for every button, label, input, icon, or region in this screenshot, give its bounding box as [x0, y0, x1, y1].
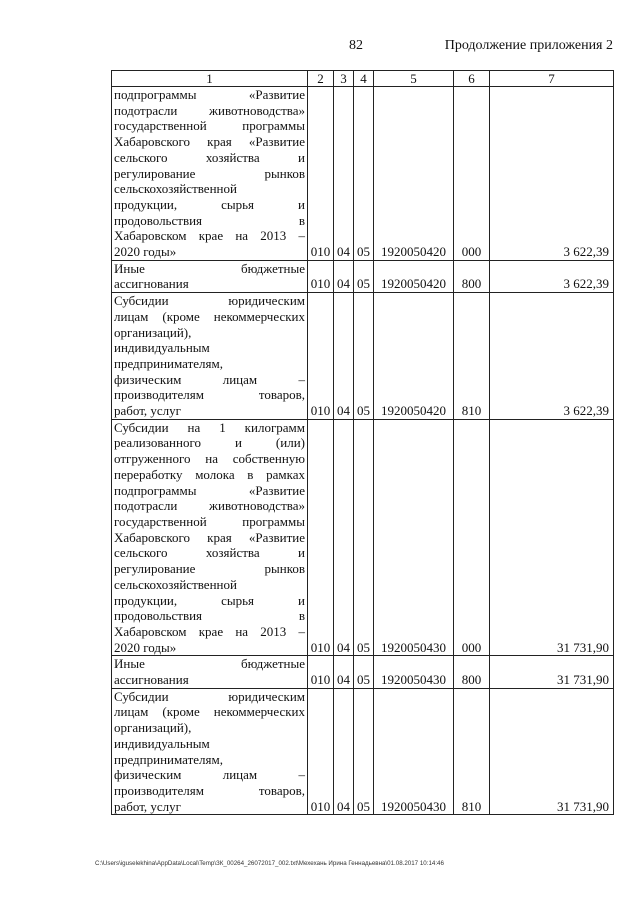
- description-line: регулирование рынков: [114, 561, 305, 577]
- amount: 3 622,39: [490, 260, 614, 292]
- description-line: работ, услуг: [114, 798, 182, 814]
- table-row: [112, 656, 614, 688]
- code-expense-type: 810: [454, 293, 490, 420]
- code-subsection: 05: [354, 87, 374, 261]
- code-subsection: 05: [354, 419, 374, 656]
- description-line: продовольствия в: [114, 212, 305, 228]
- code-admin: 010: [308, 260, 334, 292]
- code-section: 04: [334, 419, 354, 656]
- description-line: ассигнования: [114, 672, 189, 688]
- column-header: 4: [354, 71, 374, 87]
- code-expense-type: 810: [454, 688, 490, 815]
- description-line: Иные бюджетные: [114, 260, 305, 276]
- row-description: [112, 87, 308, 261]
- budget-table: [111, 70, 614, 815]
- code-expense-type: 000: [454, 87, 490, 261]
- code-section: 04: [334, 656, 354, 688]
- code-admin: 010: [308, 656, 334, 688]
- description-line: подотрасли животноводства»: [114, 498, 305, 514]
- description-line: лицам (кроме некоммерческих: [114, 704, 305, 720]
- description-line: организаций),: [114, 324, 192, 340]
- file-path-footer: C:\Users\iguselekhina\AppData\Local\Temp\ЗК_00264_26072017_002.txt\Мехехань Ирина Геннадьевна\01.08.2017 10:14:46: [95, 860, 444, 867]
- description-line: физическим лицам –: [114, 371, 305, 387]
- description-line: 2020 годы»: [114, 639, 177, 655]
- continuation-label: Продолжение приложения 2: [444, 38, 613, 53]
- code-admin: 010: [308, 293, 334, 420]
- description-line: производителям товаров,: [114, 782, 305, 798]
- description-line: Хабаровском крае на 2013 –: [114, 623, 305, 639]
- code-section: 04: [334, 293, 354, 420]
- column-header: 3: [334, 71, 354, 87]
- column-header: 1: [112, 71, 308, 87]
- description-line: сельского хозяйства и: [114, 545, 305, 561]
- description-line: государственной программы: [114, 118, 305, 134]
- code-admin: 010: [308, 87, 334, 261]
- code-admin: 010: [308, 688, 334, 815]
- table-row: [112, 419, 614, 656]
- code-section: 04: [334, 260, 354, 292]
- description-line: Субсидии юридическим: [114, 688, 305, 704]
- table-row: [112, 260, 614, 292]
- description-line: переработку молока в рамках: [114, 466, 305, 482]
- code-target-article: 1920050430: [374, 656, 454, 688]
- code-target-article: 1920050420: [374, 293, 454, 420]
- header-row: [112, 71, 614, 87]
- description-line: лицам (кроме некоммерческих: [114, 308, 305, 324]
- description-line: продовольствия в: [114, 608, 305, 624]
- row-description: [112, 688, 308, 815]
- description-line: индивидуальным: [114, 735, 210, 751]
- description-line: физическим лицам –: [114, 767, 305, 783]
- row-description: [112, 656, 308, 688]
- amount: 31 731,90: [490, 419, 614, 656]
- description-line: Хабаровского края «Развитие: [114, 529, 305, 545]
- code-target-article: 1920050430: [374, 419, 454, 656]
- description-line: сельского хозяйства и: [114, 149, 305, 165]
- page-number: 82: [349, 38, 363, 53]
- code-subsection: 05: [354, 260, 374, 292]
- code-admin: 010: [308, 419, 334, 656]
- code-section: 04: [334, 688, 354, 815]
- code-target-article: 1920050420: [374, 87, 454, 261]
- amount: 31 731,90: [490, 656, 614, 688]
- description-line: продукции, сырья и: [114, 196, 305, 212]
- code-section: 04: [334, 87, 354, 261]
- code-target-article: 1920050430: [374, 688, 454, 815]
- description-line: сельскохозяйственной: [114, 576, 237, 592]
- code-subsection: 05: [354, 688, 374, 815]
- table-row: [112, 293, 614, 420]
- table-row: [112, 87, 614, 261]
- description-line: предпринимателям,: [114, 355, 223, 371]
- row-description: [112, 260, 308, 292]
- amount: 3 622,39: [490, 87, 614, 261]
- description-line: работ, услуг: [114, 403, 182, 419]
- code-expense-type: 000: [454, 419, 490, 656]
- description-line: отгруженного на собственную: [114, 451, 305, 467]
- description-line: ассигнования: [114, 276, 189, 292]
- column-header: 6: [454, 71, 490, 87]
- description-line: Хабаровского края «Развитие: [114, 134, 305, 150]
- description-line: Иные бюджетные: [114, 656, 305, 672]
- row-description: [112, 419, 308, 656]
- table-row: [112, 688, 614, 815]
- row-description: [112, 293, 308, 420]
- description-line: государственной программы: [114, 513, 305, 529]
- description-line: предпринимателям,: [114, 751, 223, 767]
- amount: 31 731,90: [490, 688, 614, 815]
- column-header: 2: [308, 71, 334, 87]
- description-line: регулирование рынков: [114, 165, 305, 181]
- amount: 3 622,39: [490, 293, 614, 420]
- description-line: производителям товаров,: [114, 387, 305, 403]
- description-line: подпрограммы «Развитие: [114, 87, 305, 102]
- code-subsection: 05: [354, 656, 374, 688]
- code-expense-type: 800: [454, 656, 490, 688]
- description-line: подотрасли животноводства»: [114, 102, 305, 118]
- description-line: Хабаровском крае на 2013 –: [114, 228, 305, 244]
- column-header: 5: [374, 71, 454, 87]
- description-line: индивидуальным: [114, 340, 210, 356]
- description-line: 2020 годы»: [114, 244, 177, 260]
- code-target-article: 1920050420: [374, 260, 454, 292]
- description-line: Субсидии на 1 килограмм: [114, 419, 305, 435]
- description-line: организаций),: [114, 720, 192, 736]
- column-header: 7: [490, 71, 614, 87]
- description-line: продукции, сырья и: [114, 592, 305, 608]
- description-line: подпрограммы «Развитие: [114, 482, 305, 498]
- description-line: реализованного и (или): [114, 435, 305, 451]
- code-expense-type: 800: [454, 260, 490, 292]
- description-line: сельскохозяйственной: [114, 181, 237, 197]
- description-line: Субсидии юридическим: [114, 293, 305, 309]
- code-subsection: 05: [354, 293, 374, 420]
